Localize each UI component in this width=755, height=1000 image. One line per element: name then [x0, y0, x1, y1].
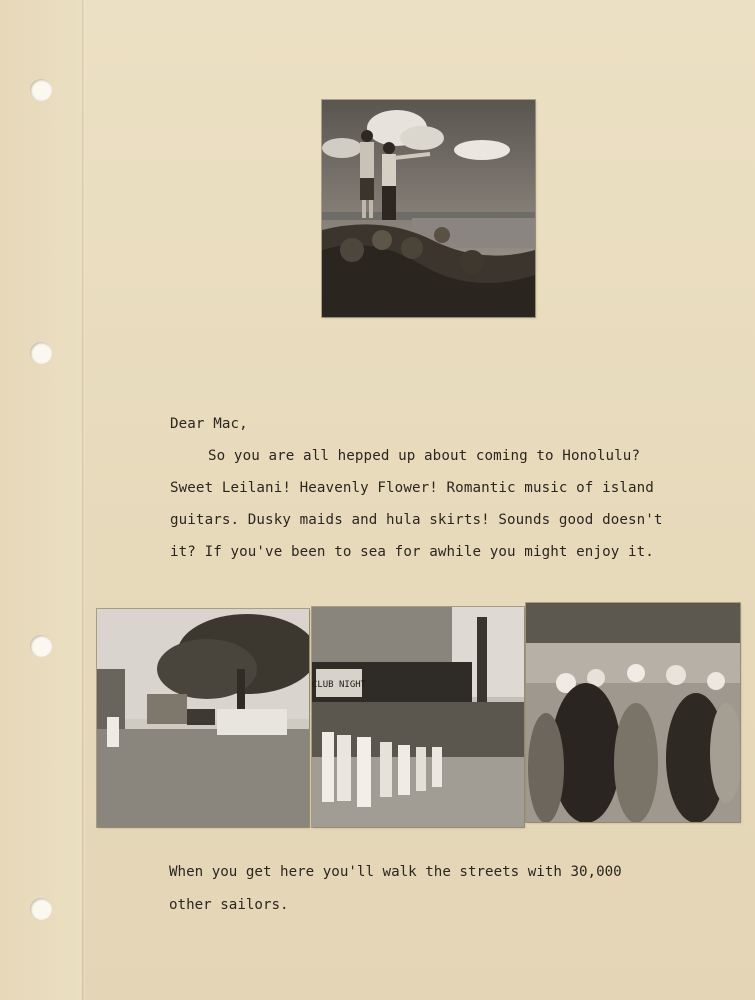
page-fold-line: [82, 0, 85, 1000]
binder-hole-1: [30, 79, 52, 101]
letter-line-2: Sweet Leilani! Heavenly Flower! Romantic music of island: [170, 480, 654, 496]
letter-line-3: guitars. Dusky maids and hula skirts! Sounds good doesn't: [170, 512, 663, 528]
photo-street-with-sailors: [97, 609, 309, 827]
photo-storefront-sidewalk: [312, 607, 524, 827]
binder-hole-2: [30, 342, 52, 364]
letter-line-1: So you are all hepped up about coming to Honolulu?: [208, 448, 641, 464]
hilltop-photo-image: [322, 100, 535, 317]
footer-line-1: When you get here you'll walk the streets with 30,000: [169, 864, 622, 880]
footer-line-2: other sailors.: [169, 897, 289, 913]
storefront-photo-image: [312, 607, 524, 827]
binder-hole-3: [30, 635, 52, 657]
letter-salutation: Dear Mac,: [170, 416, 248, 432]
letter-body: [170, 412, 745, 572]
binding-margin: [0, 0, 82, 1000]
photo-crowd-of-people: [526, 603, 740, 822]
footer-text: [169, 860, 729, 926]
letter-line-4: it? If you've been to sea for awhile you might enjoy it.: [170, 544, 654, 560]
storefront-sign-text: CLUB NIGHT: [312, 680, 367, 690]
street-photo-image: [97, 609, 309, 827]
photo-sailors-on-hilltop: [322, 100, 535, 317]
crowd-photo-image: [526, 603, 740, 822]
binder-hole-4: [30, 898, 52, 920]
